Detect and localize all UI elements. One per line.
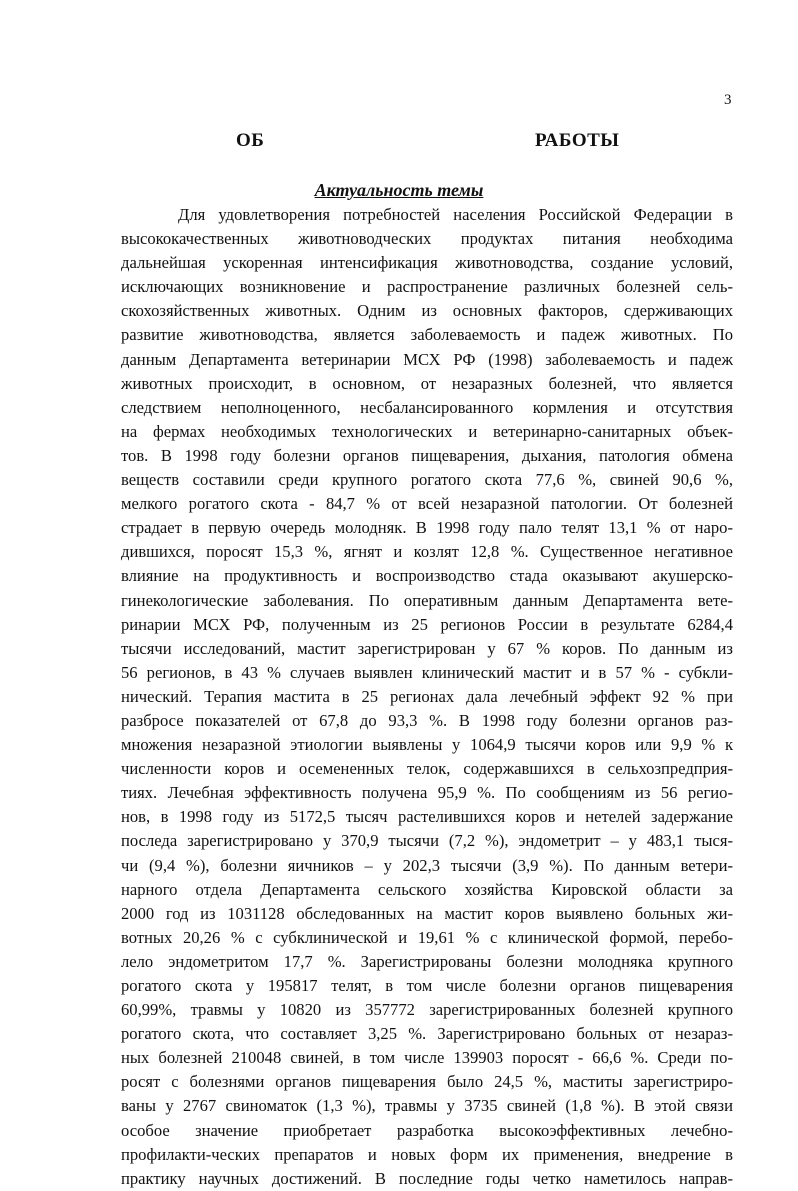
text-line: росят с болезнями органов пищеварения было 24,5 %, маститы зарегистриро- — [121, 1072, 733, 1092]
body-text — [121, 203, 733, 1191]
text-line: нарного отдела Департамента сельского хозяйства Кировской области за — [121, 879, 733, 899]
text-line: вотных 20,26 % с субклинической и 19,61 % с клинической формой, перебо- — [121, 927, 733, 947]
text-line: чи (9,4 %), болезни яичников – у 202,3 тысячи (3,9 %). По данным ветери- — [121, 855, 733, 875]
text-line: веществ составили среди крупного рогатого скота 77,6 %, свиней 90,6 %, — [121, 470, 733, 490]
text-line: рогатого скота у 195817 телят, в том числе болезни органов пищеварения — [121, 976, 733, 995]
text-line: тов. В 1998 году болезни органов пищеварения, дыхания, патология обмена — [121, 445, 733, 465]
text-line: влияние на продуктивность и воспроизводство стада оказывают акушерско- — [121, 566, 733, 586]
text-line: последа зарегистрировано у 370,9 тысячи (7,2 %), эндометрит – у 483,1 тыся- — [121, 831, 733, 851]
text-line: тиях. Лечебная эффективность получена 95,9 %. По сообщениям из 56 регио- — [121, 783, 733, 803]
heading-fragment-left: ОБ — [236, 130, 265, 151]
heading-fragment-right: РАБОТЫ — [535, 130, 620, 151]
text-line: на фермах необходимых технологических и ветеринарно-санитарных объек- — [121, 421, 733, 441]
text-line: ваны у 2767 свиноматок (1,3 %), травмы у 3735 свиней (1,8 %). В этой связи — [121, 1096, 733, 1116]
text-line: профилакти-ческих препаратов и новых форм их применения, внедрение в — [121, 1144, 733, 1164]
text-line: исключающих возникновение и распространение различных болезней сель- — [121, 277, 733, 297]
text-line: данным Департамента ветеринарии МСХ РФ (1998) заболеваемость и падеж — [121, 349, 733, 369]
text-line: гинекологические заболевания. По оперативным данным Департамента вете- — [121, 590, 733, 610]
text-line: дальнейшая ускоренная интенсификация животноводства, создание условий, — [121, 253, 733, 273]
text-line: рогатого скота, что составляет 3,25 %. Зарегистрировано больных от незараз- — [121, 1024, 733, 1044]
text-line: ных болезней 210048 свиней, в том числе 139903 поросят - 66,6 %. Среди по- — [121, 1048, 733, 1068]
text-line: разбросе показателей от 67,8 до 93,3 %. В 1998 году болезни органов раз- — [121, 710, 733, 730]
text-line: животных происходит, в основном, от незаразных болезней, что является — [121, 373, 733, 393]
text-line: 56 регионов, в 43 % случаев выявлен клинический мастит и в 57 % - субкли- — [121, 662, 733, 682]
text-line: ринарии МСХ РФ, полученным из 25 регионов России в результате 6284,4 — [121, 614, 733, 634]
text-line: нический. Терапия мастита в 25 регионах дала лечебный эффект 92 % при — [121, 686, 733, 706]
text-line: множения незаразной этиологии выявлены у 1064,9 тысячи коров или 9,9 % к — [121, 735, 733, 755]
text-line: нов, в 1998 году из 5172,5 тысяч растелившихся коров и нетелей задержание — [121, 807, 733, 827]
text-line: развитие животноводства, является заболеваемость и падеж животных. По — [121, 325, 733, 345]
text-line: мелкого рогатого скота - 84,7 % от всей незаразной патологии. От болезней — [121, 494, 733, 514]
text-line: особое значение приобретает разработка высокоэффективных лечебно- — [121, 1120, 733, 1140]
text-line: следствием неполноценного, несбалансированного кормления и отсутствия — [121, 397, 733, 417]
text-line: высококачественных животноводческих продуктах питания необходима — [121, 229, 733, 249]
text-line: Для удовлетворения потребностей населения Российской Федерации в — [178, 205, 733, 224]
text-line: скохозяйственных животных. Одним из основных факторов, сдерживающих — [121, 301, 733, 321]
section-title: Актуальность темы — [314, 180, 484, 200]
text-line: дившихся, поросят 15,3 %, ягнят и козлят 12,8 %. Существенное негативное — [121, 542, 733, 562]
text-line: тысячи исследований, мастит зарегистрирован у 67 % коров. По данным из — [121, 638, 733, 658]
text-line: страдает в первую очередь молодняк. В 1998 году пало телят 13,1 % от наро- — [121, 518, 733, 538]
page-number: 3 — [724, 92, 732, 108]
text-line: 60,99%, травмы у 10820 из 357772 зарегистрированных болезней крупного — [121, 1000, 733, 1020]
text-line: численности коров и осемененных телок, содержавшихся в сельхозпредприя- — [121, 759, 733, 779]
text-line: практику научных достижений. В последние годы четко наметилось направ- — [121, 1168, 733, 1188]
text-line: лело эндометритом 17,7 %. Зарегистрированы болезни молодняка крупного — [121, 951, 733, 971]
text-line: 2000 год из 1031128 обследованных на мастит коров выявлено больных жи- — [121, 903, 733, 923]
